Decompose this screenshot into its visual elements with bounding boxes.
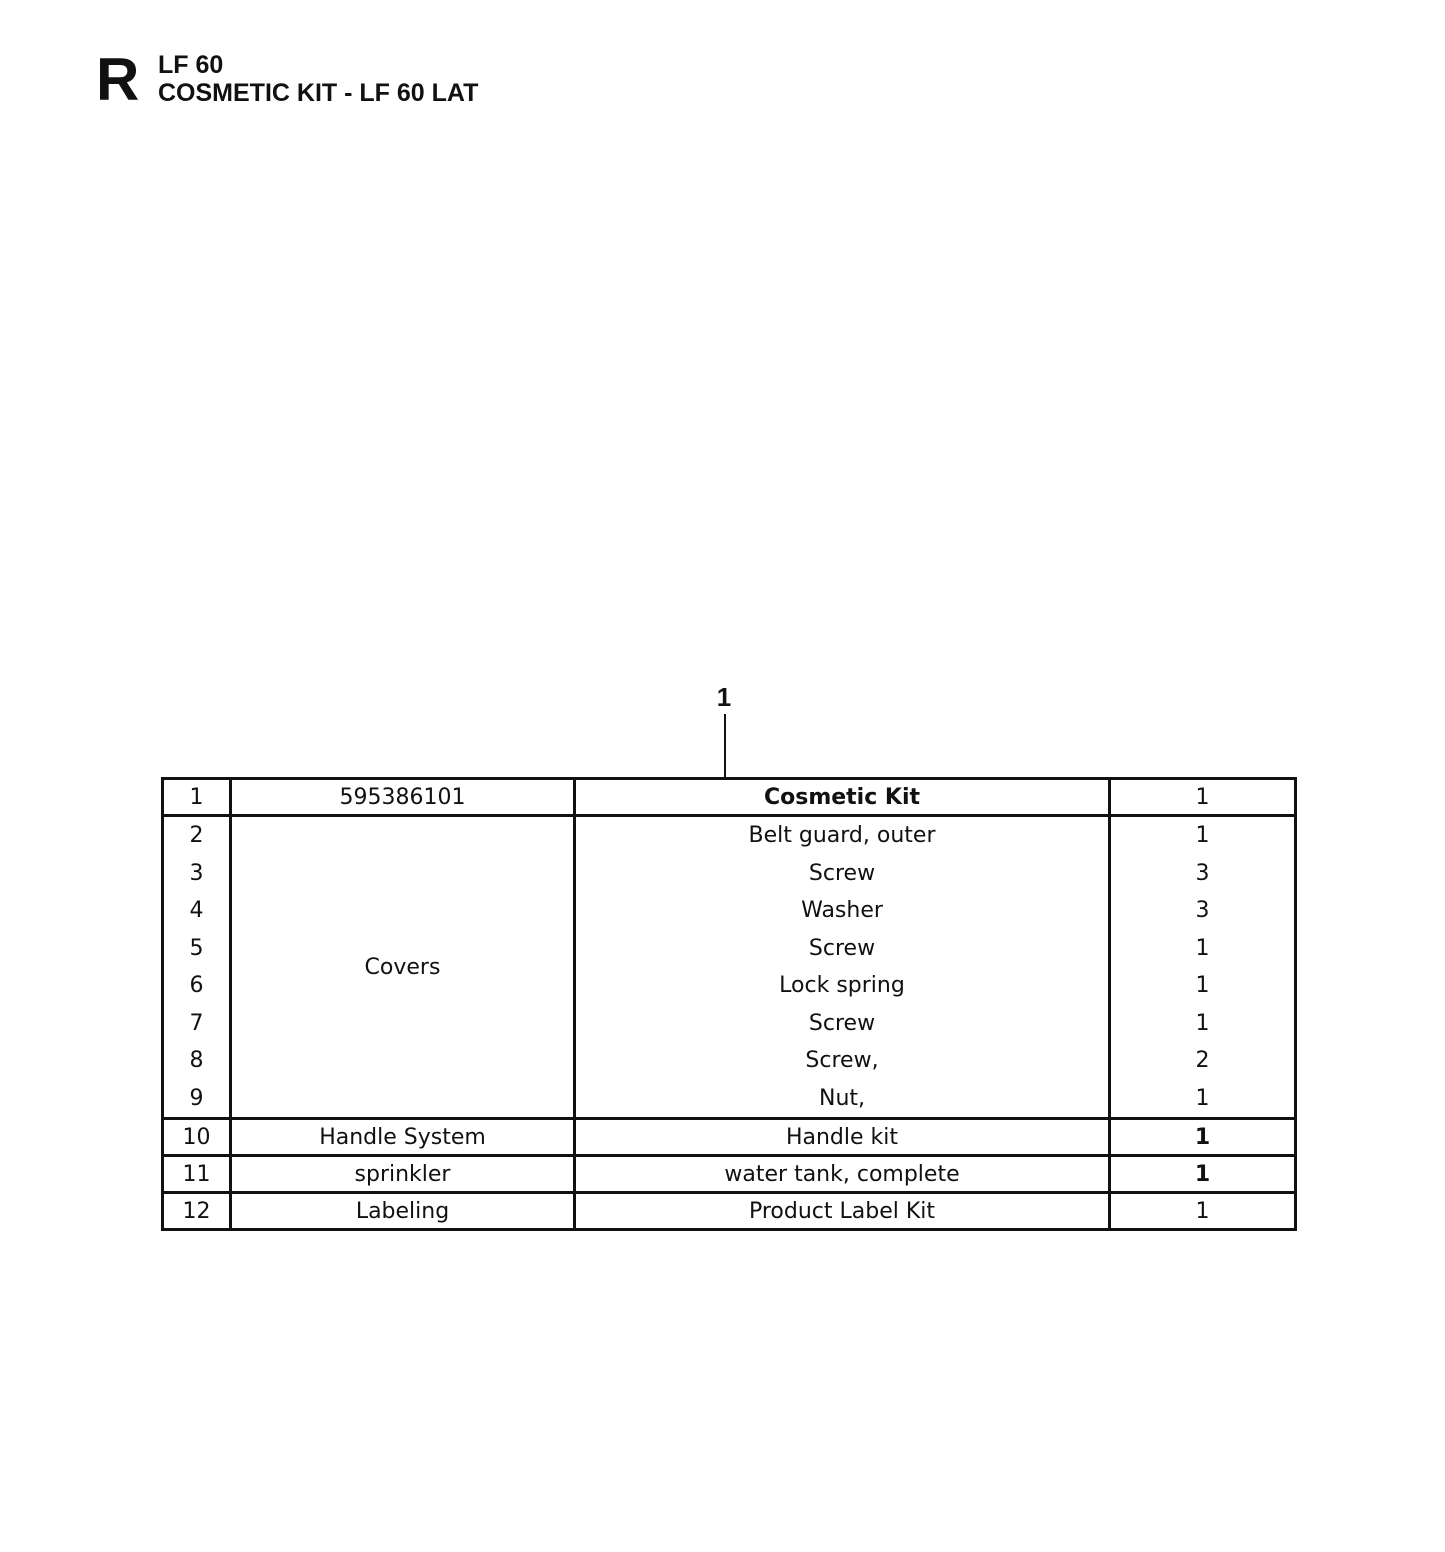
category-cell: Labeling xyxy=(231,1193,575,1230)
row-number: 10 xyxy=(163,1119,231,1156)
part-quantity: 1 xyxy=(1110,1193,1296,1230)
part-quantity: 1 xyxy=(1110,1156,1296,1193)
table-row xyxy=(163,1193,1296,1230)
row-number: 7 xyxy=(189,1010,204,1036)
part-description: Handle kit xyxy=(575,1119,1110,1156)
part-quantity: 1 xyxy=(1195,935,1210,961)
part-description: Screw xyxy=(808,935,876,961)
callout-label: 1 xyxy=(716,682,732,712)
table-group-covers xyxy=(163,816,1296,1119)
table-row xyxy=(163,1119,1296,1156)
row-number: 12 xyxy=(163,1193,231,1230)
descriptions-column xyxy=(575,816,1110,1119)
table-row-kit xyxy=(163,779,1296,816)
row-number: 11 xyxy=(163,1156,231,1193)
model-name: LF 60 xyxy=(158,51,224,79)
part-description: Nut, xyxy=(818,1085,866,1111)
part-description: Screw, xyxy=(805,1048,879,1073)
part-quantity: 2 xyxy=(1195,1048,1210,1073)
part-description: Washer xyxy=(801,898,883,923)
row-number: 2 xyxy=(189,823,204,848)
part-quantity: 1 xyxy=(1195,973,1210,998)
section-letter: R xyxy=(96,46,140,113)
part-quantity: 1 xyxy=(1110,779,1296,816)
row-number: 5 xyxy=(189,935,204,961)
part-quantity: 1 xyxy=(1195,823,1210,848)
row-number: 4 xyxy=(189,898,204,923)
part-description: Cosmetic Kit xyxy=(575,779,1110,816)
part-quantity: 1 xyxy=(1195,1085,1210,1111)
row-numbers-column xyxy=(163,816,231,1119)
callout-line xyxy=(724,714,726,778)
part-description: water tank, complete xyxy=(575,1156,1110,1193)
row-number: 9 xyxy=(189,1085,204,1111)
part-description: Belt guard, outer xyxy=(748,823,936,848)
category-cell: Handle System xyxy=(231,1119,575,1156)
page-title: COSMETIC KIT - LF 60 LAT xyxy=(158,79,479,107)
table-row xyxy=(163,1156,1296,1193)
part-quantity: 1 xyxy=(1195,1010,1210,1036)
part-quantity: 3 xyxy=(1195,860,1210,886)
part-number: 595386101 xyxy=(231,779,575,816)
part-description: Product Label Kit xyxy=(575,1193,1110,1230)
part-description: Screw xyxy=(808,860,876,886)
part-quantity: 1 xyxy=(1110,1119,1296,1156)
category-cell: Covers xyxy=(231,816,575,1119)
row-number: 6 xyxy=(189,973,204,998)
quantities-column xyxy=(1110,816,1296,1119)
row-number: 8 xyxy=(189,1048,204,1073)
part-quantity: 3 xyxy=(1195,898,1210,923)
parts-table xyxy=(161,777,1297,1231)
part-description: Screw xyxy=(808,1010,876,1036)
row-number: 3 xyxy=(189,860,204,886)
part-description: Lock spring xyxy=(779,973,905,998)
row-number: 1 xyxy=(163,779,231,816)
category-cell: sprinkler xyxy=(231,1156,575,1193)
